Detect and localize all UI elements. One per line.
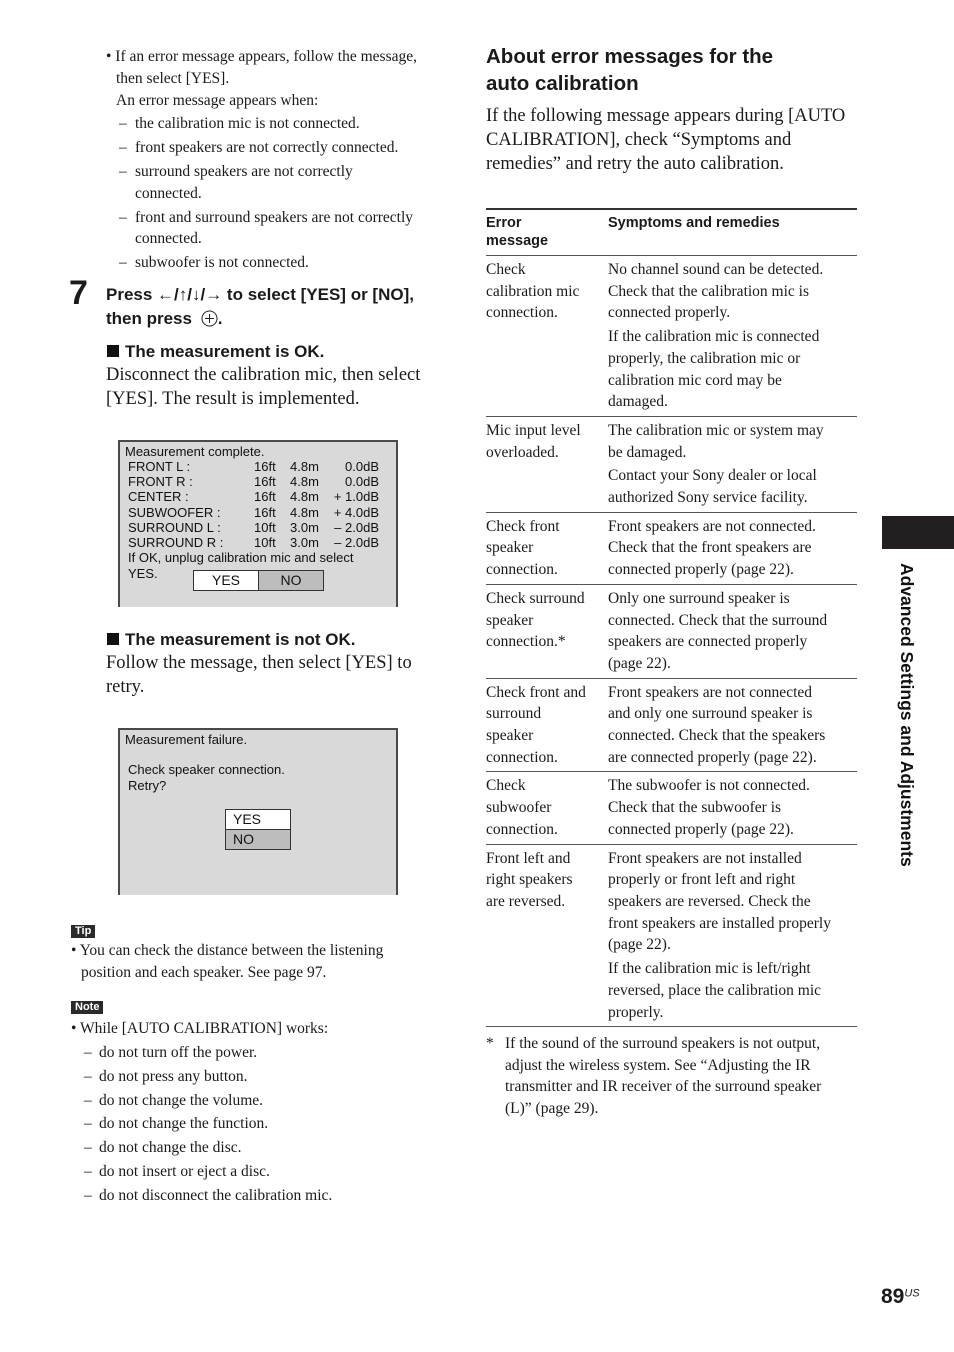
condition-line: connected. xyxy=(135,184,202,202)
remedy-line: are connected properly (page 22). xyxy=(608,748,817,766)
error-message-cell xyxy=(486,512,608,584)
note-item xyxy=(84,1090,404,1112)
remedy-line: properly. xyxy=(608,1003,664,1021)
error-line: speaker xyxy=(486,539,534,557)
level-db: – 2.0dB xyxy=(334,534,379,550)
error-line: calibration mic xyxy=(486,282,580,300)
condition-item xyxy=(119,113,449,135)
remedy-line: be damaged. xyxy=(608,443,687,461)
level-db: 0.0dB xyxy=(345,474,379,490)
condition-line: connected. xyxy=(135,230,202,247)
remedy-line: Only one surround speaker is xyxy=(608,589,790,607)
dash-marker: – xyxy=(84,1044,92,1061)
condition-item xyxy=(119,137,449,159)
remedy-cell xyxy=(608,416,857,512)
tip-line2: position and each speaker. See page 97. xyxy=(81,963,327,981)
distance-ft: 16ft xyxy=(254,504,276,520)
speaker-name: SUBWOOFER : xyxy=(128,504,221,520)
tip-text xyxy=(71,940,383,983)
notok-heading: The measurement is not OK. xyxy=(107,629,356,651)
note-text: do not turn off the power. xyxy=(99,1044,258,1061)
remedy-line: front speakers are installed properly xyxy=(608,914,831,932)
note-text: do not insert or eject a disc. xyxy=(99,1162,270,1180)
enter-button-icon xyxy=(201,310,218,327)
remedy-line: connected properly. xyxy=(608,304,731,322)
section-heading-line1: About error messages for the xyxy=(486,45,774,68)
measurement-row xyxy=(128,505,393,520)
distance-ft: 16ft xyxy=(254,459,276,474)
remedy-line: Check that the front speakers are xyxy=(608,539,812,557)
speaker-name: SURROUND R : xyxy=(128,534,224,550)
measurement-row xyxy=(128,474,393,489)
dash-marker: – xyxy=(119,163,127,180)
note-text: do not change the disc. xyxy=(99,1139,242,1157)
dash-marker: – xyxy=(84,1186,92,1204)
screen-retry-text: Retry? xyxy=(128,778,167,793)
symptoms-column-header: Symptoms and remedies xyxy=(608,209,857,256)
screen-footer-line2: YES. xyxy=(128,566,158,581)
ok-text-line2: [YES]. The result is implemented. xyxy=(106,389,360,409)
footnote-mark: * xyxy=(486,1035,494,1052)
footnote xyxy=(486,1033,858,1119)
intro-text xyxy=(486,104,845,176)
screen-title: Measurement failure. xyxy=(125,732,248,747)
error-line: right speakers xyxy=(486,871,573,889)
condition-item xyxy=(119,161,449,204)
remedy-line: Check that the subwoofer is xyxy=(608,799,782,817)
condition-line: subwoofer is not connected. xyxy=(135,254,309,271)
speaker-name: FRONT L : xyxy=(128,459,191,474)
intro-line2: CALIBRATION], check “Symptoms and xyxy=(486,130,792,150)
measurement-row xyxy=(128,489,393,504)
condition-line: front speakers are not correctly connected. xyxy=(135,139,399,156)
section-tab-marker xyxy=(882,516,954,549)
note-text: do not change the volume. xyxy=(99,1091,263,1109)
remedy-cell xyxy=(608,512,857,584)
distance-ft: 10ft xyxy=(254,519,276,535)
table-header-row xyxy=(486,209,857,256)
remedy-paragraph xyxy=(608,958,857,1023)
dash-marker: – xyxy=(84,1115,92,1133)
speaker-name: SURROUND L : xyxy=(128,519,221,535)
screen-message: Check speaker connection. xyxy=(128,762,285,777)
error-line: speaker xyxy=(486,611,534,629)
error-line: Check xyxy=(486,261,526,278)
error-message-cell xyxy=(486,772,608,844)
remedy-line: connected properly (page 22). xyxy=(608,820,794,838)
error-line: connection. xyxy=(486,748,558,766)
distance-m: 3.0m xyxy=(290,519,319,535)
error-line: subwoofer xyxy=(486,799,552,817)
intro-line3: remedies” and retry the auto calibration. xyxy=(486,154,784,174)
table-row xyxy=(486,584,857,678)
section-heading xyxy=(486,43,773,97)
yes-button[interactable]: YES xyxy=(225,809,291,830)
remedy-line: authorized Sony service facility. xyxy=(608,489,808,507)
remedy-paragraph xyxy=(608,848,857,957)
section-heading-line2: auto calibration xyxy=(486,72,639,95)
ok-text xyxy=(106,363,420,411)
distance-m: 4.8m xyxy=(290,489,319,505)
distance-ft: 10ft xyxy=(254,534,276,550)
note-text: do not disconnect the calibration mic. xyxy=(99,1186,333,1204)
screen-footer-line1: If OK, unplug calibration mic and select xyxy=(128,550,354,565)
side-section-label: Advanced Settings and Adjustments xyxy=(897,563,917,867)
dash-marker: – xyxy=(84,1162,92,1180)
error-message-cell xyxy=(486,844,608,1027)
no-button[interactable]: NO xyxy=(225,829,291,850)
error-line: connection. xyxy=(486,820,558,838)
error-message-cell xyxy=(486,678,608,772)
error-line: connection. xyxy=(486,304,558,322)
notok-text xyxy=(106,651,412,699)
remedy-cell xyxy=(608,584,857,678)
remedy-line: Check that the calibration mic is xyxy=(608,282,810,300)
notok-text-line1: Follow the message, then select [YES] to xyxy=(106,653,412,673)
error-line: Check front xyxy=(486,517,560,535)
remedy-paragraph xyxy=(608,588,857,675)
error-bullet xyxy=(106,46,417,112)
table-row xyxy=(486,772,857,844)
measurement-row xyxy=(128,535,393,550)
remedy-line: No channel sound can be detected. xyxy=(608,261,824,278)
remedy-cell xyxy=(608,772,857,844)
distance-ft: 16ft xyxy=(254,474,276,490)
remedy-paragraph xyxy=(608,420,857,463)
error-line: connection. xyxy=(486,561,558,579)
remedy-cell xyxy=(608,256,857,417)
note-item xyxy=(84,1137,404,1159)
speaker-name: FRONT R : xyxy=(128,474,193,490)
table-row xyxy=(486,678,857,772)
error-line: Check front and xyxy=(486,683,586,701)
remedy-paragraph xyxy=(608,326,857,413)
remedy-paragraph xyxy=(608,259,857,324)
remedy-line: speakers are reversed. Check the xyxy=(608,892,811,910)
measurement-row xyxy=(128,459,393,474)
intro-line1: If the following message appears during [AUTO xyxy=(486,106,846,126)
table-row xyxy=(486,844,857,1027)
error-message-cell xyxy=(486,584,608,678)
remedy-line: If the calibration mic is connected xyxy=(608,328,820,346)
distance-ft: 16ft xyxy=(254,489,276,505)
footnote-line: (L)” (page 29). xyxy=(505,1099,599,1117)
distance-m: 4.8m xyxy=(290,474,319,490)
note-list xyxy=(84,1042,404,1209)
remedy-paragraph xyxy=(608,682,857,769)
step-instruction xyxy=(106,283,414,331)
conditions-list xyxy=(119,113,449,276)
remedy-line: damaged. xyxy=(608,393,668,411)
square-bullet-icon xyxy=(107,345,119,357)
ok-text-line1: Disconnect the calibration mic, then select xyxy=(106,365,421,385)
error-line: Front left and xyxy=(486,849,571,867)
note-item xyxy=(84,1185,404,1207)
remedy-line: (page 22). xyxy=(608,936,671,954)
remedy-line: properly, the calibration mic or xyxy=(608,349,801,367)
level-db: – 2.0dB xyxy=(334,519,379,535)
note-text: do not change the function. xyxy=(99,1115,269,1133)
level-db: 0.0dB xyxy=(345,459,379,474)
remedy-paragraph xyxy=(608,775,857,840)
error-line: overloaded. xyxy=(486,443,559,461)
dash-marker: – xyxy=(119,208,127,226)
speaker-name: CENTER : xyxy=(128,489,189,505)
note-item xyxy=(84,1113,404,1135)
remedy-line: speakers are connected properly xyxy=(608,633,808,651)
tip-line1: • You can check the distance between the listening xyxy=(71,942,384,959)
remedy-line: The subwoofer is not connected. xyxy=(608,777,810,795)
measurement-failure-screen xyxy=(118,728,398,895)
ok-heading: The measurement is OK. xyxy=(107,341,324,363)
error-line: speaker xyxy=(486,727,534,745)
error-bullet-line2: then select [YES]. xyxy=(116,69,230,87)
error-line: Check xyxy=(486,777,526,795)
remedy-line: connected. Check that the speakers xyxy=(608,727,826,745)
step-line1: Press ←/↑/↓/→ to select [YES] or [NO], xyxy=(106,285,414,304)
table-row xyxy=(486,512,857,584)
page-number: $89^{US}$ xyxy=(881,1285,920,1308)
dash-marker: – xyxy=(119,115,127,132)
error-message-cell xyxy=(486,256,608,417)
error-line: connection.* xyxy=(486,633,566,651)
remedy-line: Contact your Sony dealer or local xyxy=(608,467,817,485)
distance-m: 4.8m xyxy=(290,459,319,474)
note-text: do not press any button. xyxy=(99,1067,248,1085)
condition-line: surround speakers are not correctly xyxy=(135,163,353,180)
footnote-line: transmitter and IR receiver of the surround speaker xyxy=(505,1078,822,1095)
footnote-line: adjust the wireless system. See “Adjusting the IR xyxy=(505,1056,811,1074)
measurement-rows xyxy=(128,459,393,550)
dash-marker: – xyxy=(84,1139,92,1157)
remedy-line: If the calibration mic is left/right xyxy=(608,960,811,978)
dash-marker: – xyxy=(119,254,127,271)
yes-button[interactable]: YES xyxy=(193,570,259,591)
remedy-line: (page 22). xyxy=(608,654,671,672)
condition-line: the calibration mic is not connected. xyxy=(135,115,360,132)
note-label: Note xyxy=(71,1001,103,1014)
error-line: are reversed. xyxy=(486,892,566,910)
note-intro: • While [AUTO CALIBRATION] works: xyxy=(71,1020,329,1037)
remedy-line: Front speakers are not connected xyxy=(608,683,813,701)
distance-m: 3.0m xyxy=(290,534,319,550)
step-line2: then press . xyxy=(106,309,223,328)
remedy-cell xyxy=(608,844,857,1027)
measurement-row xyxy=(128,520,393,535)
remedy-line: connected. Check that the surround xyxy=(608,611,828,629)
error-message-cell xyxy=(486,416,608,512)
condition-item xyxy=(119,207,449,250)
error-bullet-line1: • If an error message appears, follow the message, xyxy=(106,48,417,65)
remedy-line: connected properly (page 22). xyxy=(608,561,794,579)
dash-marker: – xyxy=(84,1067,92,1085)
dash-marker: – xyxy=(119,139,127,156)
no-button[interactable]: NO xyxy=(258,570,324,591)
table-row xyxy=(486,256,857,417)
screen-title: Measurement complete. xyxy=(125,444,265,459)
level-db: + 1.0dB xyxy=(333,489,379,505)
remedy-line: Front speakers are not connected. xyxy=(608,517,816,535)
tip-label: Tip xyxy=(71,925,95,938)
remedy-paragraph xyxy=(608,465,857,508)
table-row xyxy=(486,416,857,512)
notok-text-line2: retry. xyxy=(106,677,145,697)
remedy-line: reversed, place the calibration mic xyxy=(608,981,822,999)
note-item xyxy=(84,1066,404,1088)
remedy-line: Front speakers are not installed xyxy=(608,849,802,867)
square-bullet-icon xyxy=(107,633,119,645)
condition-item xyxy=(119,252,449,274)
note-item xyxy=(84,1042,404,1064)
error-line: Mic input level xyxy=(486,421,581,439)
dash-marker: – xyxy=(84,1091,92,1109)
step-number: 7 xyxy=(69,274,88,312)
footnote-line: If the sound of the surround speakers is not output, xyxy=(505,1035,821,1052)
remedy-cell xyxy=(608,678,857,772)
error-column-header: Error message xyxy=(486,209,608,256)
remedy-line: The calibration mic or system may xyxy=(608,421,824,439)
condition-line: front and surround speakers are not correctly xyxy=(135,208,414,226)
remedy-line: and only one surround speaker is xyxy=(608,705,813,723)
remedy-line: calibration mic cord may be xyxy=(608,371,782,389)
note-item xyxy=(84,1161,404,1183)
error-line: surround xyxy=(486,705,542,723)
error-table xyxy=(486,208,857,1027)
appears-when-text: An error message appears when: xyxy=(116,92,319,109)
measurement-complete-screen xyxy=(118,440,398,607)
distance-m: 4.8m xyxy=(290,504,319,520)
remedy-line: properly or front left and right xyxy=(608,871,796,889)
remedy-paragraph xyxy=(608,516,857,581)
level-db: + 4.0dB xyxy=(333,504,379,520)
error-line: Check surround xyxy=(486,589,585,607)
